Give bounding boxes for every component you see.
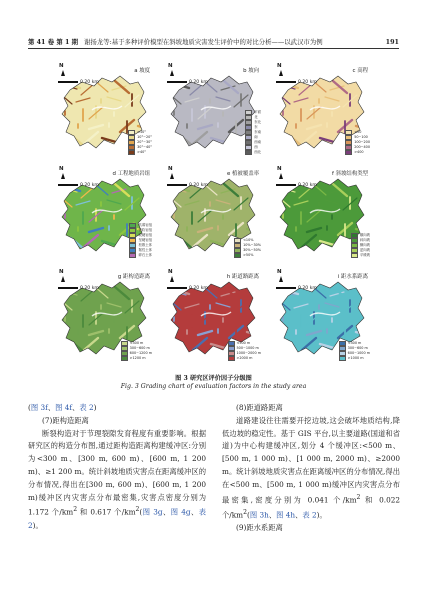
legend-text: >40° [137, 150, 146, 155]
map-legend [128, 130, 152, 155]
page-number: 191 [385, 38, 399, 46]
ref-link[interactable]: 图 3f [30, 403, 48, 412]
legend-text: 较硬岩组 [138, 233, 152, 238]
map-legend [339, 341, 370, 361]
north-arrow-icon [61, 276, 65, 282]
legend-text: >400 [354, 150, 364, 155]
north-label: N [277, 269, 282, 275]
legend-entry [351, 253, 370, 258]
north-label: N [168, 166, 173, 172]
section-heading-fault-distance: (7)距构造距离 [42, 415, 89, 425]
scale-bar: 0 20 km [58, 183, 99, 188]
map-panel [270, 163, 374, 263]
legend-text: 300~600 m [129, 346, 150, 351]
figure-caption-cn: 图 3 研究区评价因子分级图 [175, 375, 252, 382]
legend-entry [234, 253, 261, 258]
map-legend [228, 341, 261, 361]
north-arrow-icon [279, 173, 283, 179]
map-panel [52, 266, 156, 366]
legend-swatch [129, 253, 136, 258]
north-label: N [59, 63, 64, 69]
legend-text: 坚硬岩组 [138, 238, 152, 243]
panel-label: d 工程地质岩组 [112, 171, 150, 177]
scale-bar: 0 20 km [167, 286, 208, 291]
left-column [28, 402, 206, 532]
scale-bar: 0 20 km [58, 80, 99, 85]
legend-entry [228, 356, 261, 361]
legend-text: 西南 [254, 140, 261, 145]
running-head [28, 32, 399, 46]
legend-text: <10° [137, 130, 146, 135]
right-column [222, 402, 400, 535]
figure-caption-en: Fig. 3 Grading chart of evaluation factors in the study area [120, 383, 307, 390]
ref-link[interactable]: 表 2 [28, 507, 207, 530]
north-label: N [59, 269, 64, 275]
north-arrow-icon [170, 173, 174, 179]
legend-swatch [351, 253, 358, 258]
legend-swatch [128, 150, 135, 155]
legend-text: <300 m [129, 341, 144, 346]
legend-text: 200~400 [354, 145, 370, 150]
legend-text: 1000~2000 m [236, 351, 261, 356]
legend-text: 逆向坡 [359, 248, 370, 253]
legend-text: 东北 [254, 120, 261, 125]
section-heading-water-distance: (9)距水系距离 [236, 523, 283, 533]
article-running-title: 谢扬龙等:基于多种评价模型在斜坡地质灾害发生评价中的对比分析——以武汉市为例 [84, 38, 323, 46]
legend-swatch [345, 150, 352, 155]
legend-text: 300~600 m [347, 346, 368, 351]
map-panel [161, 60, 265, 160]
panel-label: c 高程 [352, 68, 368, 74]
header-rule [28, 48, 399, 49]
legend-text: 600~1200 m [129, 351, 152, 356]
legend-text: 50~100 [354, 135, 368, 140]
north-arrow-icon [61, 70, 65, 76]
legend-text: 北 [254, 115, 258, 120]
north-label: N [168, 269, 173, 275]
panel-label: a 坡度 [134, 68, 150, 74]
north-label: N [277, 166, 282, 172]
legend-entry [121, 356, 152, 361]
map-panel [161, 266, 265, 366]
journal-volume: 第 41 卷 第 1 期 [28, 38, 79, 46]
scale-bar: 0 20 km [58, 286, 99, 291]
scale-bar: 0 20 km [167, 80, 208, 85]
legend-swatch [245, 150, 252, 155]
panel-label: g 距构造距离 [117, 274, 150, 280]
legend-text: 20°~30° [137, 140, 152, 145]
ref-link[interactable]: 表 2 [302, 510, 317, 520]
map-panel [270, 266, 374, 366]
panel-label: b 坡向 [243, 68, 259, 74]
legend-text: 较软岩组 [138, 228, 152, 233]
north-arrow-icon [170, 276, 174, 282]
map-legend [121, 341, 152, 361]
legend-text: 南 [254, 135, 258, 140]
legend-text: 软弱岩组 [138, 223, 152, 228]
map-panel [52, 163, 156, 263]
scale-bar: 0 20 km [276, 80, 317, 85]
north-label: N [168, 63, 173, 69]
legend-text: 碎石土体 [138, 253, 152, 258]
map-panel [52, 60, 156, 160]
legend-swatch [228, 356, 235, 361]
legend-swatch [234, 253, 241, 258]
map-legend [234, 238, 261, 258]
legend-text: 30%~50% [243, 248, 261, 253]
scale-bar: 0 20 km [167, 183, 208, 188]
legend-text: 斜向坡 [359, 238, 370, 243]
north-label: N [277, 63, 282, 69]
panel-label: e 植被覆盖率 [227, 171, 259, 177]
legend-text: 30°~40° [137, 145, 152, 150]
legend-swatch [339, 356, 346, 361]
legend-text: 东 [254, 125, 258, 130]
north-arrow-icon [61, 173, 65, 179]
scale-bar: 0 20 km [276, 286, 317, 291]
legend-text: 600~1000 m [347, 351, 370, 356]
section-heading-road-distance: (8)距道路距离 [236, 403, 283, 412]
legend-text: 横向坡 [359, 243, 370, 248]
panel-label: f 斜坡结构类型 [332, 171, 368, 177]
ref-link[interactable]: 图 3h [249, 510, 269, 520]
legend-text: 黏性土体 [138, 248, 152, 253]
paragraph-road-distance: 道路建设往往需要开挖边坡,这会破坏地质结构,降低边坡的稳定性。基于 GIS 平台,以主要道路(国道和省道)为中心构建缓冲区,划分 4 个缓冲区:<500 m、[500 m, 1 000 m)、[1 000 m, 2000 m)、≥2000 m。统计斜坡地质灾害点在距离缓冲区的分布情况,得出在<500 m、[500 m, 1 000 m)缓冲区内灾害点分布最密集,密度分别为 0.041 个$/km^2$ 和 0.022 个$/km^2$(图 3h、图 4h、表 2)。 [222, 415, 400, 520]
figure-3-map-grid [52, 60, 374, 365]
legend-text: >2000 m [236, 356, 253, 361]
legend-entry [339, 356, 370, 361]
north-label: N [59, 166, 64, 172]
legend-swatch [121, 356, 128, 361]
legend-text: 东南 [254, 130, 261, 135]
map-legend [345, 130, 370, 155]
legend-text: <50 [354, 130, 362, 135]
legend-entry [245, 150, 261, 155]
ref-link[interactable]: 图 4f [55, 403, 73, 412]
legend-text: >1200 m [129, 356, 146, 361]
map-legend [129, 223, 152, 258]
legend-text: 10%~30% [243, 243, 261, 248]
legend-text: 10°~20° [137, 135, 152, 140]
legend-text: <500 m [236, 341, 251, 346]
map-panel [161, 163, 265, 263]
map-legend [245, 110, 261, 155]
reference-line: (图 3f、图 4f、表 2) [28, 403, 97, 412]
legend-text: >1000 m [347, 356, 364, 361]
legend-entry [345, 150, 370, 155]
map-legend [351, 233, 370, 258]
paragraph-fault-distance: 断裂构造对于节理裂隙发育程度有重要影响。根据研究区的构造分布图,通过距构造距离构建缓冲区:分别为<300 m、[300 m, 600 m)、[600 m, 1 200 m)、≥1 200 m。统计斜坡地质灾害点在距离缓冲区的分布情况,得出在[300 m, 600 m)、[600 m, 1 200 m)缓冲区内灾害点分布最密集,灾害点密度分别为 1.172 个$/km^2$ 和 0.617 个$/km^2$(图 3g、图 4g、表 2)。 [28, 428, 207, 530]
legend-text: 西 [254, 145, 258, 150]
panel-label: i 距水系距离 [337, 274, 368, 280]
ref-link[interactable]: 图 3g [142, 507, 163, 517]
legend-text: <10% [243, 238, 254, 243]
legend-text: <300 m [347, 341, 362, 346]
legend-text: 平缓坡 [359, 253, 370, 258]
north-arrow-icon [170, 70, 174, 76]
scale-bar: 0 20 km [276, 183, 317, 188]
ref-link[interactable]: 图 4g [170, 507, 191, 517]
legend-text: 500~1000 m [236, 346, 259, 351]
legend-text: >50% [243, 253, 254, 258]
north-arrow-icon [279, 276, 283, 282]
legend-entry [129, 253, 152, 258]
legend-text: 西北 [254, 150, 261, 155]
ref-link[interactable]: 图 4h [276, 510, 296, 520]
legend-entry [128, 150, 152, 155]
panel-label: h 距道路距离 [226, 274, 259, 280]
legend-text: 100~200 [354, 140, 370, 145]
map-panel [270, 60, 374, 160]
ref-link[interactable]: 表 2 [79, 403, 94, 412]
legend-text: 松散土体 [138, 243, 152, 248]
legend-text: 顺向坡 [359, 233, 370, 238]
north-arrow-icon [279, 70, 283, 76]
legend-text: 平面 [254, 110, 261, 115]
